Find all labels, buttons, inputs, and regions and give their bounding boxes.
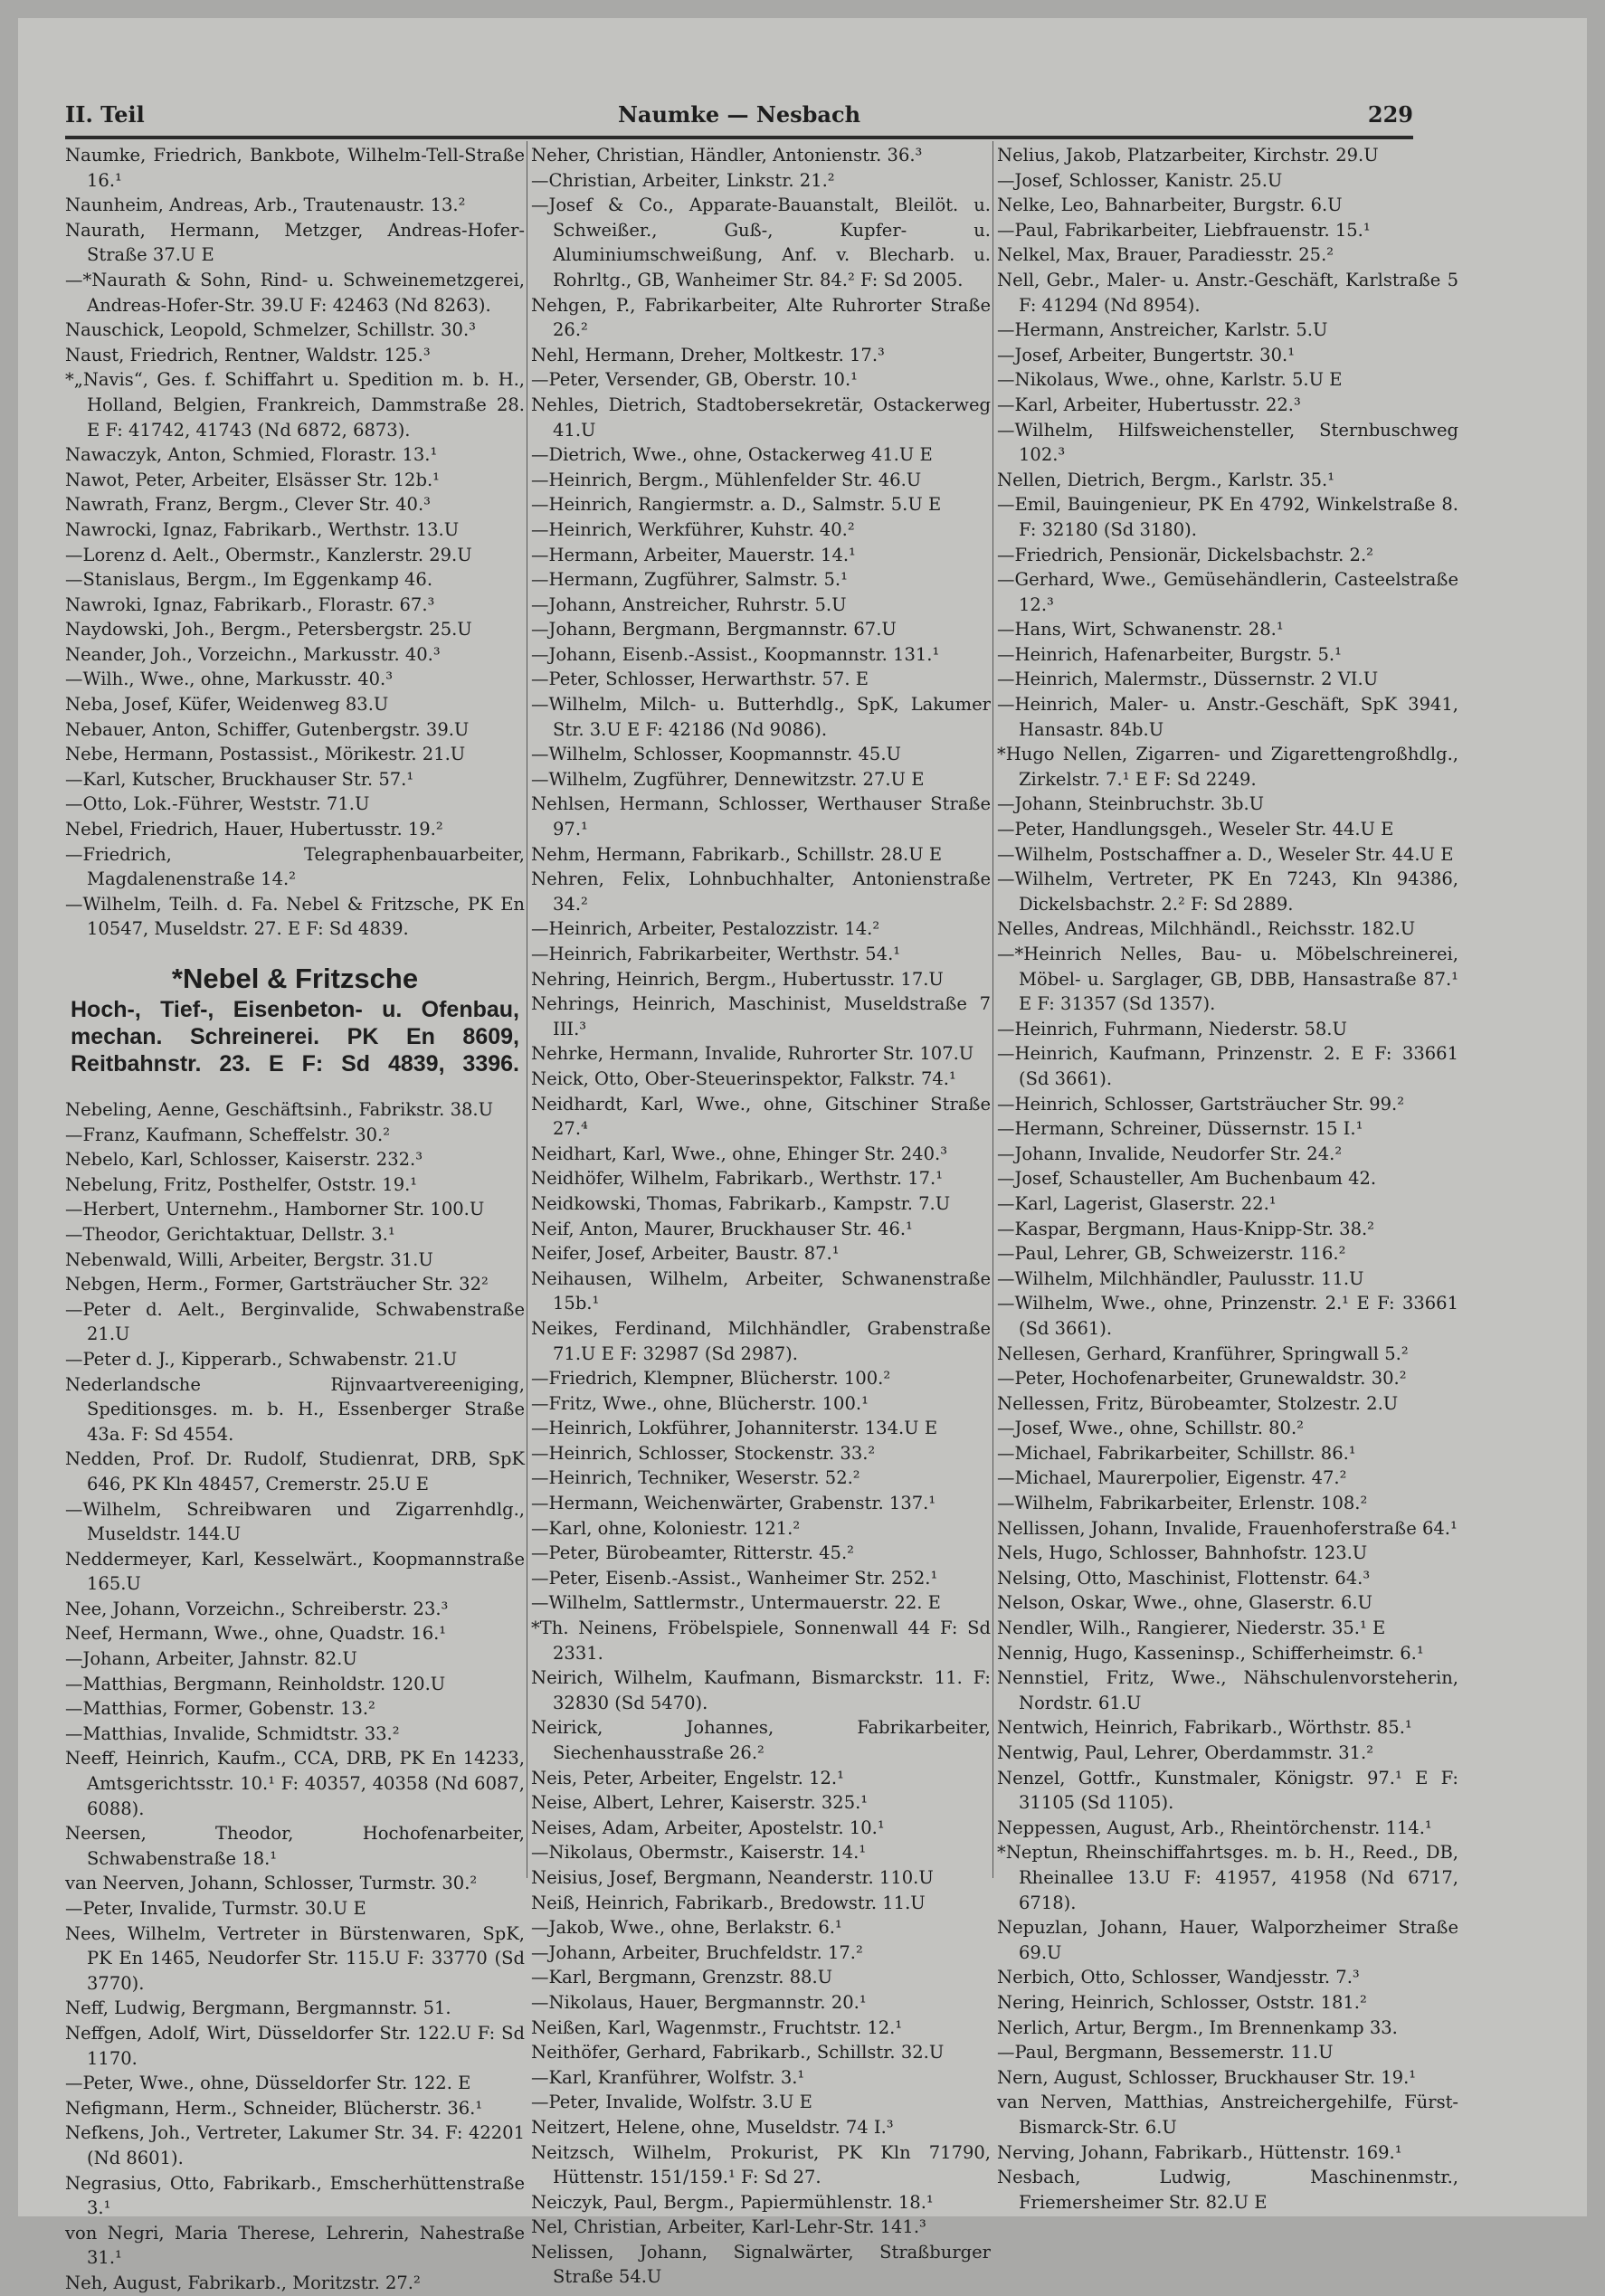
directory-entry: —Heinrich, Malermstr., Düssernstr. 2 VI.U [997, 669, 1379, 690]
directory-entry: Nennig, Hugo, Kasseninsp., Schifferheimstr. 6.¹ [997, 1642, 1424, 1664]
directory-entry: Neis, Peter, Arbeiter, Engelstr. 12.¹ [531, 1767, 844, 1788]
directory-entry: Neitzsch, Wilhelm, Prokurist, PK Kln 71790, Hüttenstr. 151/159.¹ F: Sd 27. [531, 2141, 991, 2188]
directory-entry: *„Navis“, Ges. f. Schiffahrt u. Spedition m. b. H., Holland, Belgien, Frankreich, Dammstraße 28. E F: 41742, 41743 (Nd 6872, 6873). [65, 369, 525, 441]
directory-entry: —Johann, Eisenb.-Assist., Koopmannstr. 131.¹ [531, 643, 940, 665]
directory-entry: —Johann, Steinbruchstr. 3b.U [997, 793, 1265, 815]
directory-entry: Nederlandsche Rijnvaartvereeniging, Speditionsges. m. b. H., Essenberger Straße 43a. F: Sd 4554. [65, 1373, 525, 1445]
directory-entry: —Peter, Invalide, Turmstr. 30.U E [65, 1898, 366, 1919]
directory-entry: —Hermann, Weichenwärter, Grabenstr. 137.¹ [531, 1493, 936, 1514]
directory-entry: Neffgen, Adolf, Wirt, Düsseldorfer Str. 122.U F: Sd 1170. [65, 2022, 525, 2069]
directory-entry: —Matthias, Bergmann, Reinholdstr. 120.U [65, 1673, 446, 1694]
directory-entry: Neidhöfer, Wilhelm, Fabrikarb., Werthstr. 17.¹ [531, 1168, 944, 1190]
directory-entry: —Wilhelm, Milchhändler, Paulusstr. 11.U [997, 1267, 1364, 1289]
directory-entry: Nelsing, Otto, Maschinist, Flottenstr. 64.³ [997, 1567, 1371, 1589]
directory-entry: Nehren, Felix, Lohnbuchhalter, Antonienstraße 34.² [531, 868, 991, 915]
directory-entry: Naydowski, Joh., Bergm., Petersbergstr. 25.U [65, 619, 472, 640]
directory-entry: —Heinrich, Lokführer, Johanniterstr. 134.U E [531, 1418, 938, 1439]
directory-entry: Neikes, Ferdinand, Milchhändler, Grabenstraße 71.U E F: 32987 (Sd 2987). [531, 1317, 991, 1364]
directory-entry: —Theodor, Gerichtaktuar, Dellstr. 3.¹ [65, 1223, 395, 1245]
directory-entry: Neirick, Johannes, Fabrikarbeiter, Siechenhausstraße 26.² [531, 1717, 991, 1763]
directory-entry: Nenzel, Gottfr., Kunstmaler, Königstr. 97.¹ E F: 31105 (Sd 1105). [997, 1767, 1458, 1814]
directory-entry: Nerving, Johann, Fabrikarb., Hüttenstr. 169.¹ [997, 2141, 1402, 2163]
directory-entry: Nefigmann, Herm., Schneider, Blücherstr. 36.¹ [65, 2097, 483, 2119]
header-rule [65, 136, 1413, 139]
directory-entry: Nerlich, Artur, Bergm., Im Brennenkamp 33. [997, 2016, 1398, 2038]
directory-entry: Naurath, Hermann, Metzger, Andreas-Hofer-Straße 37.U E [65, 219, 525, 266]
directory-entry: Nelson, Oskar, Wwe., ohne, Glaserstr. 6.U [997, 1592, 1372, 1614]
ad-line: Reitbahnstr. 23. E F: Sd 4839, 3396. [71, 1051, 519, 1077]
directory-entry: Nelius, Jakob, Platzarbeiter, Kirchstr. 29.U [997, 145, 1379, 166]
directory-entry: —*Naurath & Sohn, Rind- u. Schweinemetzgerei, Andreas-Hofer-Str. 39.U F: 42463 (Nd 8263). [65, 269, 525, 316]
directory-entry: —Heinrich, Bergm., Mühlenfelder Str. 46.U [531, 469, 922, 490]
directory-entry: —Paul, Fabrikarbeiter, Liebfrauenstr. 15.¹ [997, 219, 1371, 241]
directory-entry: —Karl, Arbeiter, Hubertusstr. 22.³ [997, 394, 1301, 415]
directory-entry: Neh, August, Fabrikarb., Moritzstr. 27.² [65, 2272, 421, 2293]
directory-entry: —Karl, ohne, Koloniestr. 121.² [531, 1517, 801, 1539]
directory-entry: —Wilhelm, Fabrikarbeiter, Erlenstr. 108.² [997, 1493, 1368, 1514]
directory-entry: —Otto, Lok.-Führer, Weststr. 71.U [65, 793, 370, 815]
directory-entry: *Th. Neinens, Fröbelspiele, Sonnenwall 44 F: Sd 2331. [531, 1618, 991, 1664]
directory-entry: Nedden, Prof. Dr. Rudolf, Studienrat, DRB, SpK 646, PK Kln 48457, Cremerstr. 25.U E [65, 1448, 525, 1494]
directory-entry: —Karl, Lagerist, Glaserstr. 22.¹ [997, 1192, 1277, 1214]
directory-entry: Neise, Albert, Lehrer, Kaiserstr. 325.¹ [531, 1792, 869, 1814]
directory-entry: Nawrocki, Ignaz, Fabrikarb., Werthstr. 13.U [65, 518, 460, 540]
directory-entry: —Peter d. Aelt., Berginvalide, Schwabenstraße 21.U [65, 1298, 525, 1345]
directory-entry: —Josef & Co., Apparate-Bauanstalt, Bleilöt. u. Schweißer., Guß-, Kupfer- u. Aluminiumschweißung, Anf. v. Blecharb. u. Rohrltg., GB, Wanheimer Str. 84.² F: Sd 2005. [531, 194, 991, 290]
directory-entry: Neff, Ludwig, Bergmann, Bergmannstr. 51. [65, 1997, 451, 2019]
directory-entry: —Heinrich, Fabrikarbeiter, Werthstr. 54.¹ [531, 944, 901, 964]
directory-entry: von Negri, Maria Therese, Lehrerin, Nahestraße 31.¹ [65, 2222, 525, 2269]
directory-entry: Nerbich, Otto, Schlosser, Wandjesstr. 7.³ [997, 1967, 1360, 1988]
directory-entry: —Friedrich, Telegraphenbauarbeiter, Magdalenenstraße 14.² [65, 843, 525, 890]
directory-entry: Nels, Hugo, Schlosser, Bahnhofstr. 123.U [997, 1542, 1368, 1564]
directory-entry: Neiß, Heinrich, Fabrikarb., Bredowstr. 11.U [531, 1892, 926, 1913]
directory-entry: —Wilhelm, Milch- u. Butterhdlg., SpK, Lakumer Str. 3.U E F: 42186 (Nd 9086). [531, 694, 991, 740]
directory-entry: Nelkel, Max, Brauer, Paradiesstr. 25.² [997, 244, 1334, 266]
directory-entry: Nehlsen, Hermann, Schlosser, Werthauser Straße 97.¹ [531, 793, 991, 840]
directory-entry: Nebauer, Anton, Schiffer, Gutenbergstr. 39.U [65, 718, 470, 740]
directory-entry: Neick, Otto, Ober-Steuerinspektor, Falkstr. 74.¹ [531, 1067, 956, 1089]
directory-entry: —Heinrich, Kaufmann, Prinzenstr. 2. E F: 33661 (Sd 3661). [997, 1043, 1458, 1089]
directory-entry: Nelissen, Johann, Signalwärter, Straßburger Straße 54.U [531, 2241, 991, 2288]
directory-entry: Nellen, Dietrich, Bergm., Karlstr. 35.¹ [997, 469, 1335, 490]
directory-entry: —Heinrich, Rangiermstr. a. D., Salmstr. 5.U E [531, 494, 942, 516]
directory-entry: *Hugo Nellen, Zigarren- und Zigarettengroßhdlg., Zirkelstr. 7.¹ E F: Sd 2249. [997, 744, 1458, 790]
directory-entry: Nendler, Wilh., Rangierer, Niederstr. 35.¹ E [997, 1618, 1386, 1639]
directory-entry: —Josef, Wwe., ohne, Schillstr. 80.² [997, 1418, 1304, 1439]
directory-entry: —Peter, Handlungsgeh., Weseler Str. 44.U E [997, 819, 1394, 840]
directory-entry: Nellissen, Johann, Invalide, Frauenhoferstraße 64.¹ [997, 1517, 1458, 1539]
directory-entry: Nelke, Leo, Bahnarbeiter, Burgstr. 6.U [997, 194, 1343, 216]
directory-entry: —Hermann, Arbeiter, Mauerstr. 14.¹ [531, 544, 856, 565]
directory-entry: Neef, Hermann, Wwe., ohne, Quadstr. 16.¹ [65, 1623, 447, 1645]
directory-entry: —Wilhelm, Postschaffner a. D., Weseler Str. 44.U E [997, 843, 1454, 865]
directory-entry: Nawroki, Ignaz, Fabrikarb., Florastr. 67.³ [65, 593, 435, 615]
directory-entry: —Michael, Maurerpolier, Eigenstr. 47.² [997, 1467, 1347, 1489]
directory-entry: Nellessen, Fritz, Bürobeamter, Stolzestr. 2.U [997, 1392, 1399, 1414]
directory-entry: Neitzert, Helene, ohne, Museldstr. 74 I.³ [531, 2116, 894, 2138]
directory-entry: —Michael, Fabrikarbeiter, Schillstr. 86.¹ [997, 1442, 1356, 1464]
directory-entry: —Gerhard, Wwe., Gemüsehändlerin, Casteelstraße 12.³ [997, 569, 1458, 615]
directory-entry: Nawaczyk, Anton, Schmied, Florastr. 13.¹ [65, 444, 438, 466]
directory-entry: Nebelung, Fritz, Posthelfer, Oststr. 19.¹ [65, 1173, 418, 1195]
directory-entry: —Heinrich, Werkführer, Kuhstr. 40.² [531, 518, 855, 540]
directory-entry: Naust, Friedrich, Rentner, Waldstr. 125.³ [65, 344, 431, 365]
directory-entry: —Emil, Bauingenieur, PK En 4792, Winkelstraße 8. F: 32180 (Sd 3180). [997, 494, 1458, 540]
directory-entry: —Wilhelm, Sattlermstr., Untermauerstr. 22. E [531, 1592, 941, 1614]
directory-entry: —Johann, Arbeiter, Jahnstr. 82.U [65, 1648, 357, 1670]
ad-line: mechan. Schreinerei. PK En 8609, [71, 1024, 519, 1049]
directory-entry: —Peter d. J., Kipperarb., Schwabenstr. 21.U [65, 1348, 458, 1370]
directory-entry: —Jakob, Wwe., ohne, Berlakstr. 6.¹ [531, 1917, 842, 1939]
directory-entry: Neises, Adam, Arbeiter, Apostelstr. 10.¹ [531, 1817, 885, 1838]
directory-entry: *Neptun, Rheinschiffahrtsges. m. b. H., Reed., DB, Rheinallee 13.U F: 41957, 41958 (Nd 6717, 6718). [997, 1842, 1458, 1913]
directory-entry: —Matthias, Invalide, Schmidtstr. 33.² [65, 1722, 400, 1744]
directory-entry: Nering, Heinrich, Schlosser, Oststr. 181.² [997, 1991, 1367, 2013]
directory-entry: —Karl, Bergmann, Grenzstr. 88.U [531, 1967, 833, 1988]
directory-entry: —Nikolaus, Hauer, Bergmannstr. 20.¹ [531, 1991, 867, 2013]
directory-entry: Nehring, Heinrich, Bergm., Hubertusstr. 17.U [531, 968, 944, 990]
directory-entry: —Wilhelm, Vertreter, PK En 7243, Kln 94386, Dickelsbachstr. 2.² F: Sd 2889. [997, 868, 1458, 915]
directory-entry: Neihausen, Wilhelm, Arbeiter, Schwanenstraße 15b.¹ [531, 1267, 991, 1314]
directory-entry: —Wilhelm, Hilfsweichensteller, Sternbuschweg 102.³ [997, 419, 1458, 466]
directory-entry: Neba, Josef, Küfer, Weidenweg 83.U [65, 694, 389, 716]
directory-entry: van Nerven, Matthias, Anstreichergehilfe, Fürst-Bismarck-Str. 6.U [997, 2092, 1458, 2138]
directory-entry: —Stanislaus, Bergm., Im Eggenkamp 46. [65, 569, 433, 591]
directory-entry: —Wilhelm, Zugführer, Dennewitzstr. 27.U E [531, 768, 925, 790]
directory-entry: Nell, Gebr., Maler- u. Anstr.-Geschäft, Karlstraße 5 F: 41294 (Nd 8954). [997, 269, 1458, 316]
directory-entry: Nellesen, Gerhard, Kranführer, Springwall 5.² [997, 1342, 1409, 1364]
directory-entry: Neeff, Heinrich, Kaufm., CCA, DRB, PK En 14233, Amtsgerichtsstr. 10.¹ F: 40357, 40358 (Nd 6087, 6088). [65, 1748, 525, 1819]
directory-entry: Nebe, Hermann, Postassist., Mörikestr. 21.U [65, 744, 466, 765]
directory-entry: Nebel, Friedrich, Hauer, Hubertusstr. 19.² [65, 819, 443, 840]
directory-entry: Nawrath, Franz, Bergm., Clever Str. 40.³ [65, 494, 431, 516]
directory-entry: Neppessen, August, Arb., Rheintörchenstr. 114.¹ [997, 1817, 1432, 1838]
directory-entry: —Lorenz d. Aelt., Obermstr., Kanzlerstr. 29.U [65, 544, 472, 565]
directory-entry: —Peter, Eisenb.-Assist., Wanheimer Str. 252.¹ [531, 1567, 938, 1589]
directory-entry: —Karl, Kutscher, Bruckhauser Str. 57.¹ [65, 768, 414, 790]
directory-entry: Neisius, Josef, Bergmann, Neanderstr. 110.U [531, 1866, 934, 1888]
directory-entry: Nee, Johann, Vorzeichn., Schreiberstr. 23.³ [65, 1598, 449, 1619]
directory-entry: Nehrings, Heinrich, Maschinist, Museldstraße 7 III.³ [531, 993, 991, 1039]
directory-entry: —Wilhelm, Schlosser, Koopmannstr. 45.U [531, 744, 901, 765]
directory-entry: —Wilhelm, Wwe., ohne, Prinzenstr. 2.¹ E F: 33661 (Sd 3661). [997, 1293, 1458, 1339]
directory-entry: —Karl, Kranführer, Wolfstr. 3.¹ [531, 2066, 805, 2088]
directory-entry: Nees, Wilhelm, Vertreter in Bürstenwaren, SpK, PK En 1465, Neudorfer Str. 115.U F: 33770 (Sd 3770). [65, 1922, 525, 1994]
directory-entry: Neander, Joh., Vorzeichn., Markusstr. 40.³ [65, 643, 441, 665]
directory-entry: Nawot, Peter, Arbeiter, Elsässer Str. 12b.¹ [65, 469, 440, 490]
directory-entry: Nehles, Dietrich, Stadtobersekretär, Ostackerweg 41.U [531, 394, 991, 441]
directory-entry: Naumke, Friedrich, Bankbote, Wilhelm-Tell-Straße 16.¹ [65, 145, 525, 191]
column-divider [992, 141, 993, 1878]
directory-entry: Nefkens, Joh., Vertreter, Lakumer Str. 34. F: 42201 (Nd 8601). [65, 2122, 525, 2168]
ad-title: *Nebel & Fritzsche [171, 963, 419, 994]
directory-entry: —Friedrich, Klempner, Blücherstr. 100.² [531, 1368, 891, 1390]
directory-entry: —Paul, Lehrer, GB, Schweizerstr. 116.² [997, 1243, 1346, 1265]
directory-entry: Neidhart, Karl, Wwe., ohne, Ehinger Str. 240.³ [531, 1143, 948, 1164]
column-3 [997, 143, 1458, 2215]
directory-entry: Neirich, Wilhelm, Kaufmann, Bismarckstr. 11. F: 32830 (Sd 5470). [531, 1667, 991, 1713]
directory-entry: Nauschick, Leopold, Schmelzer, Schillstr. 30.³ [65, 319, 476, 341]
page-header [65, 101, 1413, 134]
directory-entry: —Christian, Arbeiter, Linkstr. 21.² [531, 169, 835, 191]
directory-entry: —Matthias, Former, Gobenstr. 13.² [65, 1698, 375, 1720]
directory-entry: Neher, Christian, Händler, Antonienstr. 36.³ [531, 145, 923, 166]
directory-entry: Nel, Christian, Arbeiter, Karl-Lehr-Str. 141.³ [531, 2216, 926, 2238]
directory-entry: —Johann, Invalide, Neudorfer Str. 24.² [997, 1143, 1343, 1164]
directory-entry: Neif, Anton, Maurer, Bruckhauser Str. 46.¹ [531, 1218, 913, 1239]
directory-entry: —Kaspar, Bergmann, Haus-Knipp-Str. 38.² [997, 1218, 1374, 1239]
directory-entry: —Peter, Bürobeamter, Ritterstr. 45.² [531, 1542, 854, 1564]
directory-entry: —Franz, Kaufmann, Scheffelstr. 30.² [65, 1124, 391, 1145]
directory-entry: Nentwig, Paul, Lehrer, Oberdammstr. 31.² [997, 1742, 1374, 1763]
directory-entry: —Paul, Bergmann, Bessemerstr. 11.U [997, 2042, 1334, 2064]
directory-entry: —Hermann, Zugführer, Salmstr. 5.¹ [531, 569, 848, 591]
directory-entry: —Heinrich, Schlosser, Stockenstr. 33.² [531, 1442, 876, 1464]
directory-entry: —Josef, Schlosser, Kanistr. 25.U [997, 169, 1283, 191]
directory-entry: —Nikolaus, Obermstr., Kaiserstr. 14.¹ [531, 1842, 867, 1864]
directory-entry: —Friedrich, Pensionär, Dickelsbachstr. 2.² [997, 544, 1373, 565]
page-number: 229 [1367, 101, 1413, 128]
directory-entry: Nesbach, Ludwig, Maschinenmstr., Friemersheimer Str. 82.U E [997, 2167, 1458, 2213]
directory-entry: Neddermeyer, Karl, Kesselwärt., Koopmannstraße 165.U [65, 1548, 525, 1595]
directory-entry: Neiczyk, Paul, Bergm., Papiermühlenstr. 18.¹ [531, 2191, 934, 2213]
directory-entry: —Johann, Anstreicher, Ruhrstr. 5.U [531, 593, 847, 615]
directory-entry: Nebeling, Aenne, Geschäftsinh., Fabrikstr. 38.U [65, 1099, 494, 1120]
section-label: II. Teil [65, 101, 145, 128]
directory-entry: Nehgen, P., Fabrikarbeiter, Alte Ruhrorter Straße 26.² [531, 294, 991, 341]
directory-entry: Nennstiel, Fritz, Wwe., Nähschulenvorsteherin, Nordstr. 61.U [997, 1667, 1458, 1713]
directory-entry: Neifer, Josef, Arbeiter, Baustr. 87.¹ [531, 1243, 840, 1265]
directory-entry: —Peter, Hochofenarbeiter, Grunewaldstr. 30.² [997, 1368, 1407, 1390]
directory-entry: —Fritz, Wwe., ohne, Blücherstr. 100.¹ [531, 1392, 869, 1414]
directory-entry: —Heinrich, Fuhrmann, Niederstr. 58.U [997, 1018, 1347, 1039]
directory-entry: —Johann, Arbeiter, Bruchfeldstr. 17.² [531, 1941, 863, 1963]
directory-entry: Nepuzlan, Johann, Hauer, Walporzheimer Straße 69.U [997, 1917, 1458, 1963]
directory-entry: van Neerven, Johann, Schlosser, Turmstr. 30.² [65, 1873, 478, 1894]
directory-entry: Nern, August, Schlosser, Bruckhauser Str. 19.¹ [997, 2066, 1417, 2088]
directory-entry: —Dietrich, Wwe., ohne, Ostackerweg 41.U E [531, 444, 933, 466]
directory-entry: —Heinrich, Hafenarbeiter, Burgstr. 5.¹ [997, 643, 1342, 665]
directory-entry: Neersen, Theodor, Hochofenarbeiter, Schwabenstraße 18.¹ [65, 1823, 525, 1869]
directory-entry: —Hermann, Schreiner, Düssernstr. 15 I.¹ [997, 1118, 1363, 1140]
directory-entry: —Peter, Invalide, Wolfstr. 3.U E [531, 2092, 812, 2113]
directory-entry: Neidhardt, Karl, Wwe., ohne, Gitschiner Straße 27.⁴ [531, 1093, 991, 1140]
directory-entry: —Wilhelm, Schreibwaren und Zigarrenhdlg., Museldstr. 144.U [65, 1498, 525, 1545]
ad-line: Hoch-, Tief-, Eisenbeton- u. Ofenbau, [71, 997, 519, 1022]
column-2 [531, 143, 991, 2290]
directory-entry: Nebgen, Herm., Former, Gartsträucher Str. 32² [65, 1274, 489, 1295]
directory-entry: —Nikolaus, Wwe., ohne, Karlstr. 5.U E [997, 369, 1343, 391]
directory-entry: —Heinrich, Schlosser, Gartsträucher Str. 99.² [997, 1093, 1405, 1115]
directory-entry: —Hans, Wirt, Schwanenstr. 28.¹ [997, 619, 1284, 640]
directory-entry: Neißen, Karl, Wagenmstr., Fruchtstr. 12.¹ [531, 2016, 903, 2038]
directory-entry: —Peter, Versender, GB, Oberstr. 10.¹ [531, 369, 858, 391]
directory-entry: Nehm, Hermann, Fabrikarb., Schillstr. 28.U E [531, 843, 943, 865]
directory-entry: —Wilh., Wwe., ohne, Markusstr. 40.³ [65, 669, 394, 690]
directory-entry: Nentwich, Heinrich, Fabrikarb., Wörthstr. 85.¹ [997, 1717, 1412, 1739]
directory-entry: Naunheim, Andreas, Arb., Trautenaustr. 13.² [65, 194, 466, 216]
directory-entry: —Heinrich, Arbeiter, Pestalozzistr. 14.² [531, 918, 880, 940]
directory-entry: —Heinrich, Techniker, Weserstr. 52.² [531, 1467, 860, 1489]
directory-entry: —Josef, Schausteller, Am Buchenbaum 42. [997, 1168, 1377, 1190]
directory-entry: —Johann, Bergmann, Bergmannstr. 67.U [531, 619, 897, 640]
directory-entry: Nebenwald, Willi, Arbeiter, Bergstr. 31.U [65, 1248, 433, 1270]
directory-entry: Negrasius, Otto, Fabrikarb., Emscherhüttenstraße 3.¹ [65, 2172, 525, 2219]
directory-entry: —Josef, Arbeiter, Bungertstr. 30.¹ [997, 344, 1296, 365]
directory-entry: Nehrke, Hermann, Invalide, Ruhrorter Str. 107.U [531, 1043, 974, 1065]
directory-entry: —Peter, Wwe., ohne, Düsseldorfer Str. 122. E [65, 2073, 471, 2094]
directory-entry: Nebelo, Karl, Schlosser, Kaiserstr. 232.³ [65, 1149, 423, 1171]
directory-entry: —Herbert, Unternehm., Hamborner Str. 100.U [65, 1199, 485, 1220]
directory-entry: Neidkowski, Thomas, Fabrikarb., Kampstr. 7.U [531, 1192, 951, 1214]
directory-entry: —Peter, Schlosser, Herwarthstr. 57. E [531, 669, 869, 690]
directory-entry: —Heinrich, Maler- u. Anstr.-Geschäft, SpK 3941, Hansastr. 84b.U [997, 694, 1458, 740]
directory-entry: Nelles, Andreas, Milchhändl., Reichsstr. 182.U [997, 918, 1416, 940]
directory-entry: —Hermann, Anstreicher, Karlstr. 5.U [997, 319, 1328, 341]
advertisement-nebel-fritzsche [65, 962, 525, 1077]
directory-entry: Neithöfer, Gerhard, Fabrikarb., Schillstr. 32.U [531, 2042, 945, 2064]
running-title: Naumke — Nesbach [617, 101, 861, 128]
directory-entry: —*Heinrich Nelles, Bau- u. Möbelschreinerei, Möbel- u. Sarglager, GB, DBB, Hansastraße 87.¹ E F: 31357 (Sd 1357). [997, 944, 1458, 1015]
column-1 [65, 143, 525, 2296]
directory-entry: Nehl, Hermann, Dreher, Moltkestr. 17.³ [531, 344, 885, 365]
directory-entry: —Wilhelm, Teilh. d. Fa. Nebel & Fritzsche, PK En 10547, Museldstr. 27. E F: Sd 4839. [65, 893, 525, 940]
